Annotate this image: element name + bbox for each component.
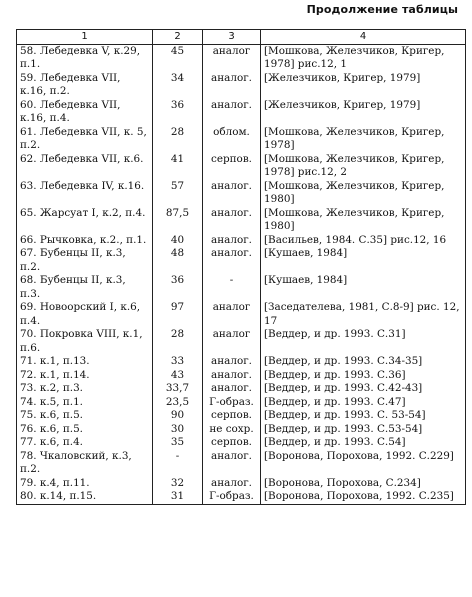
site-cell: 66. Рычковка, к.2., п.1. [17,234,153,248]
site-cell: 75. к.6, п.5. [17,409,153,423]
number-cell: 40 [153,234,203,248]
type-cell: аналог. [203,369,261,383]
reference-cell: [Мошкова, Железчиков, Кригер, 1980] [261,207,466,234]
number-cell: 97 [153,301,203,328]
type-cell: не сохр. [203,423,261,437]
site-cell: 58. Лебедевка V, к.29, п.1. [17,44,153,72]
type-cell: аналог. [203,207,261,234]
site-cell: 59. Лебедевка VII, к.16, п.2. [17,72,153,99]
number-cell: 90 [153,409,203,423]
reference-cell: [Веддер, и др. 1993. С.36] [261,369,466,383]
column-header-3: 3 [203,30,261,45]
type-cell: аналог. [203,180,261,207]
reference-cell: [Мошкова, Железчиков, Кригер, 1978] [261,126,466,153]
table-row [17,72,466,99]
site-cell: 62. Лебедевка VII, к.6. [17,153,153,180]
site-cell: 79. к.4, п.11. [17,477,153,491]
table-row [17,301,466,328]
table-row [17,274,466,301]
site-cell: 76. к.6, п.5. [17,423,153,437]
number-cell: 28 [153,328,203,355]
type-cell: аналог. [203,450,261,477]
number-cell: - [153,450,203,477]
type-cell: аналог. [203,72,261,99]
table-row [17,44,466,72]
number-cell: 32 [153,477,203,491]
site-cell: 63. Лебедевка IV, к.16. [17,180,153,207]
site-cell: 70. Покровка VIII, к.1, п.6. [17,328,153,355]
type-cell: аналог. [203,99,261,126]
column-header-4: 4 [261,30,466,45]
number-cell: 41 [153,153,203,180]
site-cell: 71. к.1, п.13. [17,355,153,369]
site-cell: 60. Лебедевка VII, к.16, п.4. [17,99,153,126]
table-row [17,409,466,423]
site-cell: 72. к.1, п.14. [17,369,153,383]
number-cell: 31 [153,490,203,504]
table-row [17,234,466,248]
type-cell: аналог. [203,382,261,396]
site-cell: 67. Бубенцы II, к.3, п.2. [17,247,153,274]
reference-cell: [Мошкова, Железчиков, Кригер, 1978] рис.12, 1 [261,44,466,72]
number-cell: 36 [153,99,203,126]
type-cell: аналог. [203,234,261,248]
type-cell: аналог [203,44,261,72]
reference-cell: [Веддер, и др. 1993. С.54] [261,436,466,450]
table-row [17,99,466,126]
site-cell: 74. к.5, п.1. [17,396,153,410]
site-cell: 80. к.14, п.15. [17,490,153,504]
reference-cell: [Железчиков, Кригер, 1979] [261,99,466,126]
type-cell: аналог. [203,477,261,491]
type-cell: аналог [203,328,261,355]
type-cell: - [203,274,261,301]
table-row [17,423,466,437]
reference-cell: [Железчиков, Кригер, 1979] [261,72,466,99]
table-caption: Продолжение таблицы [306,3,458,16]
number-cell: 45 [153,44,203,72]
reference-cell: [Воронова, Порохова, 1992. С.229] [261,450,466,477]
table-row [17,450,466,477]
reference-cell: [Заседателева, 1981, С.8-9] рис. 12, 17 [261,301,466,328]
type-cell: Г-образ. [203,490,261,504]
number-cell: 43 [153,369,203,383]
reference-cell: [Васильев, 1984. С.35] рис.12, 16 [261,234,466,248]
header-row [17,30,466,45]
type-cell: серпов. [203,409,261,423]
site-cell: 69. Новоорский I, к.6, п.4. [17,301,153,328]
table-row [17,328,466,355]
reference-cell: [Веддер, и др. 1993. С.47] [261,396,466,410]
number-cell: 33 [153,355,203,369]
table-row [17,382,466,396]
site-cell: 61. Лебедевка VII, к. 5, п.2. [17,126,153,153]
table-row [17,477,466,491]
number-cell: 30 [153,423,203,437]
reference-cell: [Мошкова, Железчиков, Кригер, 1980] [261,180,466,207]
type-cell: аналог. [203,355,261,369]
site-cell: 68. Бубенцы II, к.3, п.3. [17,274,153,301]
site-cell: 78. Чкаловский, к.3, п.2. [17,450,153,477]
table-row [17,369,466,383]
number-cell: 33,7 [153,382,203,396]
reference-cell: [Веддер, и др. 1993. С.34-35] [261,355,466,369]
table-body [17,44,466,504]
type-cell: аналог. [203,247,261,274]
number-cell: 48 [153,247,203,274]
data-table [16,29,466,505]
reference-cell: [Веддер, и др. 1993. С.42-43] [261,382,466,396]
table-row [17,490,466,504]
number-cell: 57 [153,180,203,207]
site-cell: 65. Жарсуат I, к.2, п.4. [17,207,153,234]
table-row [17,180,466,207]
number-cell: 36 [153,274,203,301]
type-cell: облом. [203,126,261,153]
reference-cell: [Веддер, и др. 1993. С. 53-54] [261,409,466,423]
table-row [17,126,466,153]
reference-cell: [Веддер, и др. 1993. С.53-54] [261,423,466,437]
number-cell: 28 [153,126,203,153]
type-cell: Г-образ. [203,396,261,410]
reference-cell: [Воронова, Порохова, 1992. С.235] [261,490,466,504]
number-cell: 34 [153,72,203,99]
table-row [17,355,466,369]
table-row [17,153,466,180]
type-cell: аналог [203,301,261,328]
site-cell: 73. к.2, п.3. [17,382,153,396]
column-header-2: 2 [153,30,203,45]
reference-cell: [Кушаев, 1984] [261,274,466,301]
number-cell: 23,5 [153,396,203,410]
type-cell: серпов. [203,153,261,180]
table-row [17,247,466,274]
table-row [17,436,466,450]
site-cell: 77. к.6, п.4. [17,436,153,450]
reference-cell: [Мошкова, Железчиков, Кригер, 1978] рис.12, 2 [261,153,466,180]
reference-cell: [Кушаев, 1984] [261,247,466,274]
number-cell: 87,5 [153,207,203,234]
table-row [17,396,466,410]
table-row [17,207,466,234]
number-cell: 35 [153,436,203,450]
reference-cell: [Веддер, и др. 1993. С.31] [261,328,466,355]
column-header-1: 1 [17,30,153,45]
reference-cell: [Воронова, Порохова, С.234] [261,477,466,491]
type-cell: серпов. [203,436,261,450]
